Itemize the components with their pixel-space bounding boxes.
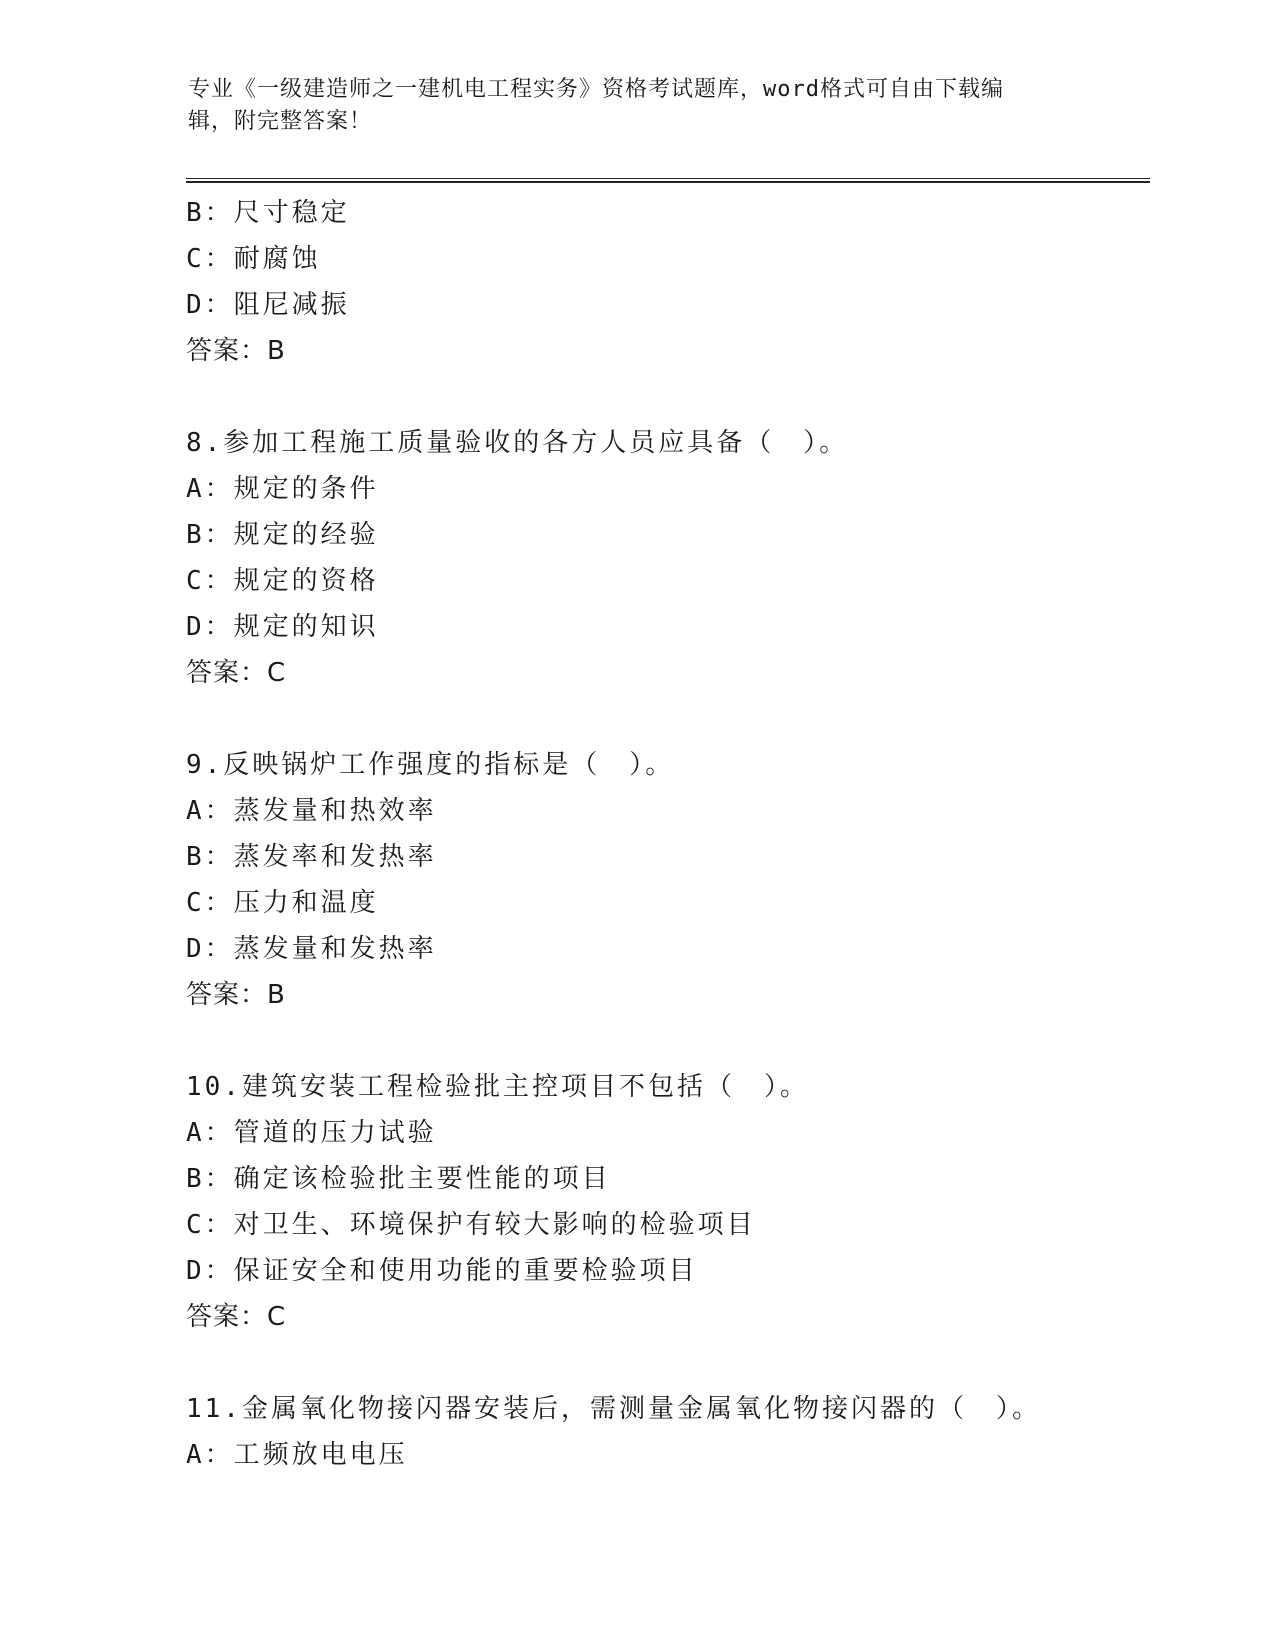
question-10 [186,1064,1150,1340]
option-a: A：规定的条件 [186,474,379,504]
question-carryover [186,190,1150,374]
answer: 答案：B [186,336,286,366]
question-11 [186,1386,1150,1478]
option-b: B：蒸发率和发热率 [186,842,437,872]
header-line-2: 辑，附完整答案！ [188,109,373,134]
question-content [186,190,1150,1478]
option-c: C：压力和温度 [186,888,379,918]
option-d: D：蒸发量和发热率 [186,934,437,964]
header-line-1: 专业《一级建造师之一建机电工程实务》资格考试题库，word格式可自由下载编 [188,77,1004,102]
option-a: A：管道的压力试验 [186,1118,437,1148]
option-d: D：保证安全和使用功能的重要检验项目 [186,1256,698,1286]
question-stem: 9.反映锅炉工作强度的指标是（ ）。 [186,750,675,780]
option-d: D：规定的知识 [186,612,379,642]
spacer [186,1340,1150,1386]
option-a: A：工频放电电压 [186,1440,408,1470]
spacer [186,374,1150,420]
spacer [186,696,1150,742]
option-c: C：耐腐蚀 [186,244,321,274]
option-b: B：确定该检验批主要性能的项目 [186,1164,611,1194]
option-d: D：阻尼减振 [186,290,350,320]
header-divider-bottom [186,181,1150,183]
answer: 答案：C [186,658,287,688]
option-c: C：规定的资格 [186,566,379,596]
question-stem: 8.参加工程施工质量验收的各方人员应具备（ ）。 [186,428,849,458]
question-9 [186,742,1150,1018]
question-stem: 11.金属氧化物接闪器安装后，需测量金属氧化物接闪器的（ ）。 [186,1394,1041,1424]
spacer [186,1018,1150,1064]
option-b: B：尺寸稳定 [186,198,350,228]
question-stem: 10.建筑安装工程检验批主控项目不包括（ ）。 [186,1072,809,1102]
answer: 答案：C [186,1302,287,1332]
header-divider-top [186,178,1150,179]
answer: 答案：B [186,980,286,1010]
document-header [188,74,1088,138]
option-b: B：规定的经验 [186,520,379,550]
option-a: A：蒸发量和热效率 [186,796,437,826]
option-c: C：对卫生、环境保护有较大影响的检验项目 [186,1210,756,1240]
question-8 [186,420,1150,696]
